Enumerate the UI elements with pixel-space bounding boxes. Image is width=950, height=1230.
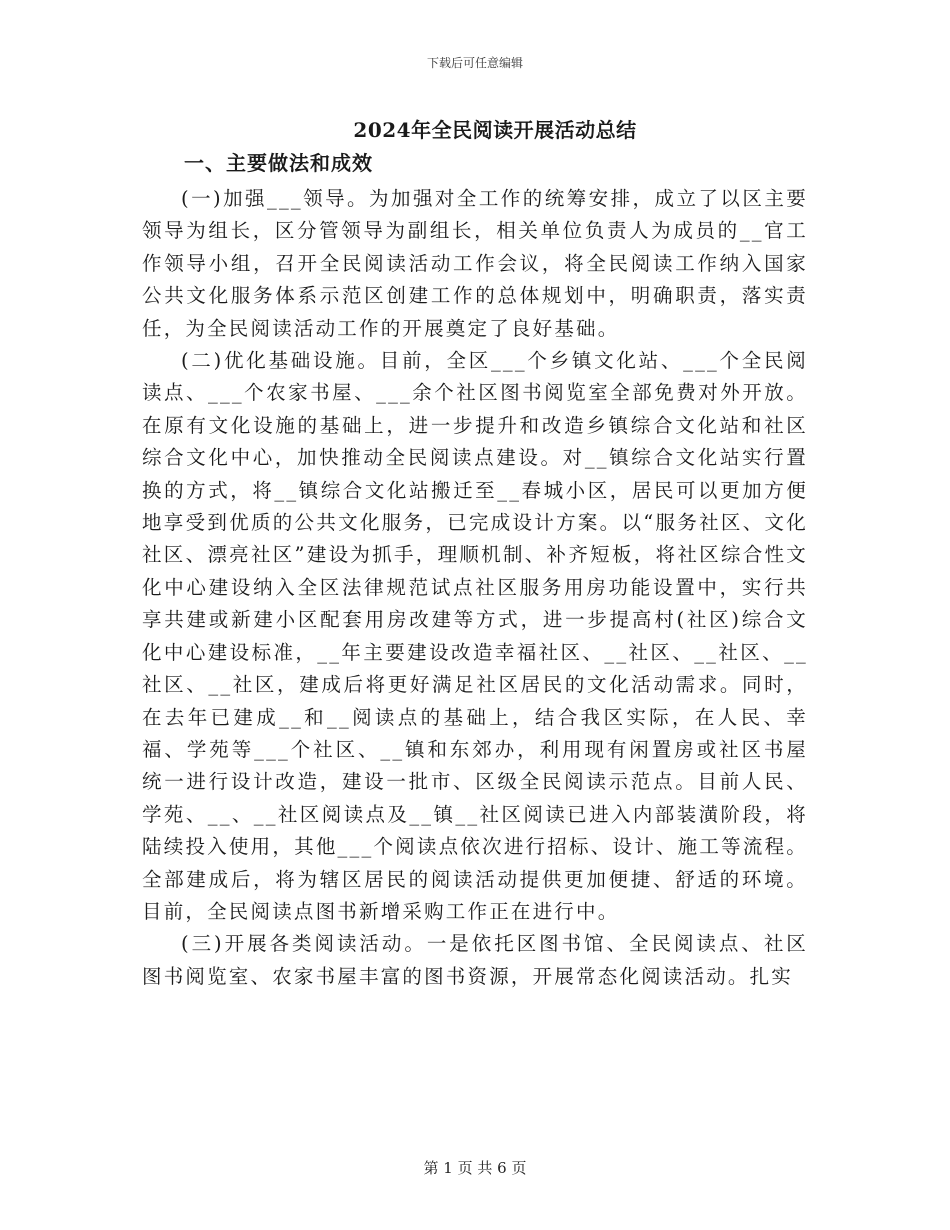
section-heading: 一、主要做法和成效 <box>184 151 373 175</box>
header-note: 下载后可任意编辑 <box>426 56 523 70</box>
body-text <box>142 183 808 993</box>
paragraph-3: (三)开展各类阅读活动。一是依托区图书馆、全民阅读点、社区图书阅览室、农家书屋丰富的图书资源，开展常态化阅读活动。扎实 <box>142 932 809 988</box>
page-number: 第 1 页 共 6 页 <box>423 1159 527 1177</box>
document-title: 2024年全民阅读开展活动总结 <box>353 118 637 142</box>
paragraph-1: (一)加强___领导。为加强对全工作的统筹安排，成立了以区主要领导为组长，区分管领导为副组长，相关单位负责人为成员的__官工作领导小组，召开全民阅读活动工作会议，将全民阅读工作纳入国家公共文化服务体系示范区创建工作的总体规划中，明确职责，落实责任，为全民阅读活动工作的开展奠定了良好基础。 <box>142 187 808 340</box>
paragraph-2: (二)优化基础设施。目前，全区___个乡镇文化站、___个全民阅读点、___个农家书屋、___余个社区图书阅览室全部免费对外开放。在原有文化设施的基础上，进一步提升和改造乡镇综合文化站和社区综合文化中心，加快推动全民阅读点建设。对__镇综合文化站实行置换的方式，将__镇综合文化站搬迁至__春城小区，居民可以更加方便地享受到优质的公共文化服务，已完成设计方案。以“服务社区、文化社区、漂亮社区”建设为抓手，理顺机制、补齐短板，将社区综合性文化中心建设纳入全区法律规范试点社区服务用房功能设置中，实行共享共建或新建小区配套用房改建等方式，进一步提高村(社区)综合文化中心建设标准，__年主要建设改造幸福社区、__社区、__社区、__社区、__社区，建成后将更好满足社区居民的文化活动需求。同时，在去年已建成__和__阅读点的基础上，结合我区实际，在人民、幸福、学苑等___个社区、__镇和东郊办，利用现有闲置房或社区书屋统一进行设计改造，建设一批市、区级全民阅读示范点。目前人民、学苑、__、__社区阅读点及__镇__社区阅读已进入内部装潢阶段，将陆续投入使用，其他___个阅读点依次进行招标、设计、施工等流程。全部建成后，将为辖区居民的阅读活动提供更加便捷、舒适的环境。目前，全民阅读点图书新增采购工作正在进行中。 <box>142 349 808 923</box>
